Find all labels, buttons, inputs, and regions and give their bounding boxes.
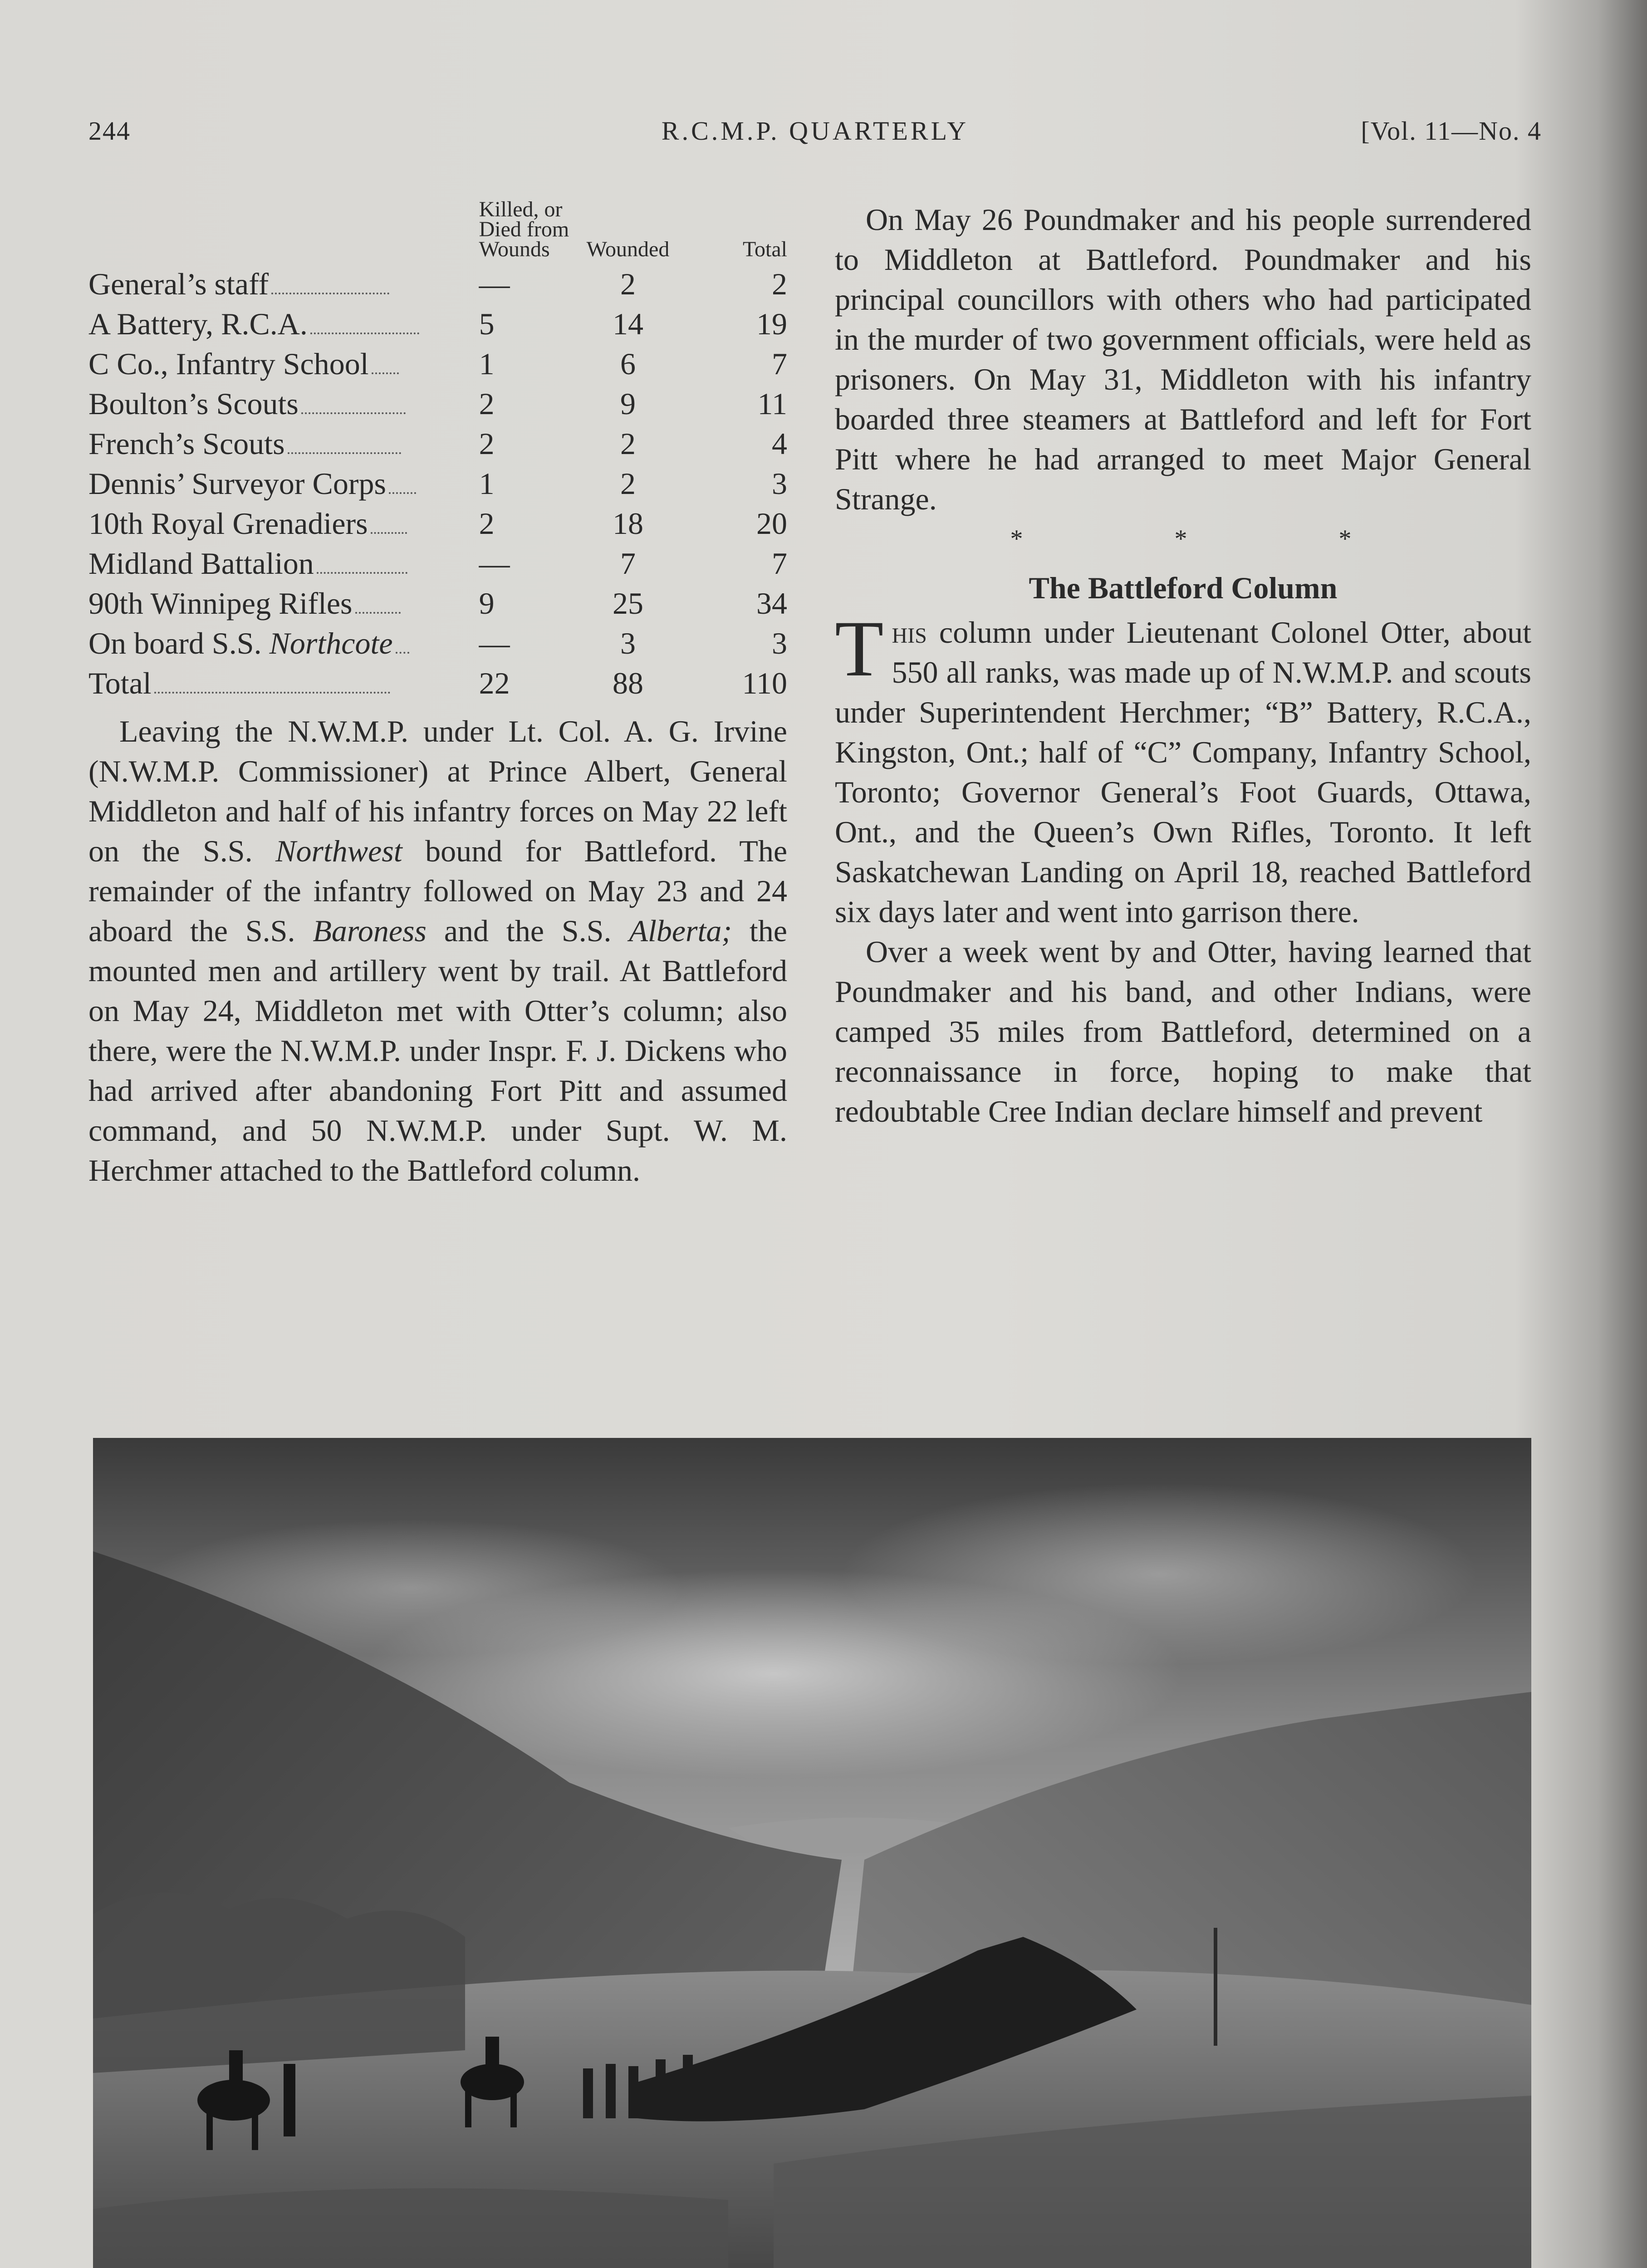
total-cell: 110 [742,666,787,700]
table-row [88,583,787,623]
body-paragraph: On May 26 Poundmaker and his people surrendered to Middleton at Battleford. Poundmaker and his principal councillors with others who had participated in the murder of two government officials, were held as prisoners. On May 31, Middleton with his infantry boarded three steamers at Battleford and left for Fort Pitt where he had arranged to meet Major General Strange. [835,202,1531,516]
unit-name: C Co., Infantry School [88,344,479,384]
unit-name: 10th Royal Grenadiers [88,503,479,543]
unit-name: Boulton’s Scouts [88,384,479,424]
killed-cell: 1 [479,347,495,381]
table-header-row [88,200,787,264]
table-total-row [88,663,787,703]
unit-name: A Battery, R.C.A. [88,304,479,344]
unit-name: Total [88,663,479,703]
left-column [88,197,787,1190]
body-paragraph: Leaving the N.W.M.P. under Lt. Col. A. G. Irvine (N.W.M.P. Commissioner) at Prince Albert, General Middleton and half of his infantry forces on May 22 left on the S.S. Northwest bound for Battleford. The remainder of the infantry followed on May 23 and 24 aboard the S.S. Baroness and the S.S. Alberta; the mounted men and artillery went by trail. At Battleford on May 24, Middleton met with Otter’s column; also there, were the N.W.M.P. under Inspr. F. J. Dickens who had arrived after abandoning Fort Pitt and assumed command, and 50 N.W.M.P. under Supt. W. M. Herchmer attached to the Battleford column. [88,714,787,1188]
total-cell: 3 [772,626,787,660]
column-header-killed: Killed, or Died from Wounds [479,197,569,261]
ship-name: Alberta; [629,914,732,948]
unit-name: Dennis’ Surveyor Corps [88,464,479,503]
wounded-cell: 25 [612,586,643,621]
wounded-cell: 3 [620,626,636,660]
killed-cell: — [479,546,510,581]
table-row [88,304,787,344]
wounded-cell: 2 [620,267,636,301]
table-row [88,503,787,543]
drop-cap: T [835,605,884,693]
wounded-cell: 6 [620,347,636,381]
ship-name: Northwest [275,834,402,868]
total-cell: 7 [772,347,787,381]
killed-cell: — [479,626,510,660]
table-row [88,543,787,583]
table-row [88,464,787,503]
unit-name: French’s Scouts [88,424,479,464]
table-row [88,384,787,424]
table-row [88,623,787,663]
ship-name: Baroness [313,914,426,948]
column-header-total: Total [743,237,787,261]
column-header-unit [88,200,479,264]
wounded-cell: 18 [612,506,643,541]
total-cell: 2 [772,267,787,301]
killed-cell: 1 [479,466,495,501]
unit-name: Midland Battalion [88,543,479,583]
total-cell: 34 [756,586,787,621]
killed-cell: 2 [479,506,495,541]
killed-cell: 9 [479,586,495,621]
column-header-wounded: Wounded [586,237,670,261]
ship-name: Northcote [269,626,393,660]
wounded-cell: 2 [620,466,636,501]
unit-name: General’s staff [88,264,479,304]
journal-title: R.C.M.P. QUARTERLY [661,116,969,146]
killed-cell: — [479,267,510,301]
page-number: 244 [88,116,131,146]
coulee-landscape-image [93,1438,1531,2268]
total-cell: 3 [772,466,787,501]
total-cell: 19 [756,307,787,341]
body-paragraph: Over a week went by and Otter, having learned that Poundmaker and his band, and other Indians, were camped 35 miles from Battleford, determined on a reconnaissance in force, hoping to make that redoubtable Cree Indian declare himself and prevent [835,934,1531,1129]
wounded-cell: 7 [620,546,636,581]
unit-name: On board S.S. Northcote [88,623,479,663]
killed-cell: 5 [479,307,495,341]
table-row [88,264,787,304]
wounded-cell: 88 [612,666,643,700]
historical-photo [93,1438,1531,2268]
body-paragraph: This column under Lieutenant Colonel Otter, about 550 all ranks, was made up of N.W.M.P. and scouts under Superintendent Herchmer; “B” Battery, R.C.A., Kingston, Ont.; half of “C” Company, Infantry School, Toronto; Governor General’s Foot Guards, Ottawa, Ont., and the Queen’s Own Rifles, Toronto. It left Saskatchewan Landing on April 18, reached Battleford six days later and went into garrison there. [835,605,1531,929]
table-row [88,344,787,384]
wounded-cell: 2 [620,426,636,461]
right-column [835,200,1531,1131]
wounded-cell: 14 [612,307,643,341]
total-cell: 20 [756,506,787,541]
table-row [88,424,787,464]
killed-cell: 2 [479,386,495,421]
running-head [88,116,1542,152]
section-separator: * * * [1010,525,1424,553]
total-cell: 4 [772,426,787,461]
volume-label: [Vol. 11—No. 4 [1361,116,1542,146]
total-cell: 7 [772,546,787,581]
wounded-cell: 9 [620,386,636,421]
total-cell: 11 [757,386,787,421]
killed-cell: 22 [479,666,510,700]
killed-cell: 2 [479,426,495,461]
section-heading: The Battleford Column [1029,571,1338,605]
unit-name: 90th Winnipeg Rifles [88,583,479,623]
casualty-table [88,197,787,703]
